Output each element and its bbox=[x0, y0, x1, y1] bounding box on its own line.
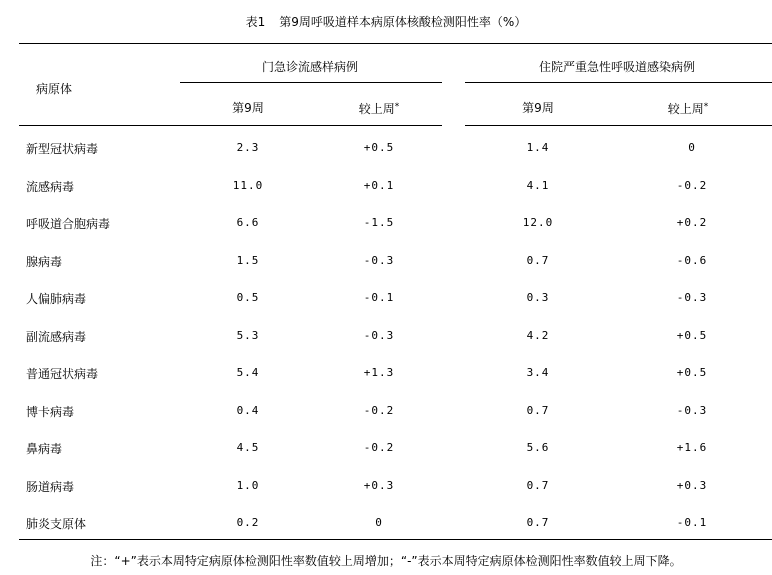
ili-change: -0.2 bbox=[363, 404, 395, 417]
ili-week9: 4.5 bbox=[236, 441, 260, 454]
table-caption: 第9周呼吸道样本病原体核酸检测阳性率（%） bbox=[279, 15, 527, 29]
header-pathogen: 病原体 bbox=[36, 82, 73, 96]
ili-change: +0.5 bbox=[363, 141, 395, 154]
ili-week9: 5.3 bbox=[236, 329, 260, 342]
pathogen-name: 呼吸道合胞病毒 bbox=[26, 217, 111, 231]
ili-week9: 0.5 bbox=[236, 291, 260, 304]
sari-week9: 1.4 bbox=[526, 141, 550, 154]
sari-week9: 4.1 bbox=[526, 179, 550, 192]
sari-change: +0.2 bbox=[676, 216, 708, 229]
sari-week9: 0.7 bbox=[526, 479, 550, 492]
sari-week9: 0.7 bbox=[526, 404, 550, 417]
pathogen-name: 腺病毒 bbox=[26, 255, 63, 269]
ili-week9: 2.3 bbox=[236, 141, 260, 154]
sari-week9: 3.4 bbox=[526, 366, 550, 379]
pathogen-name: 肺炎支原体 bbox=[26, 517, 87, 531]
sari-change: -0.1 bbox=[676, 516, 708, 529]
pathogen-name: 普通冠状病毒 bbox=[26, 367, 99, 381]
sari-week9: 0.3 bbox=[526, 291, 550, 304]
pathogen-name: 肠道病毒 bbox=[26, 480, 75, 494]
sari-week9: 4.2 bbox=[526, 329, 550, 342]
ili-week9: 6.6 bbox=[236, 216, 260, 229]
asterisk: * bbox=[394, 102, 400, 112]
sari-week9: 5.6 bbox=[526, 441, 550, 454]
ili-change: -0.2 bbox=[363, 441, 395, 454]
pathogen-name: 流感病毒 bbox=[26, 180, 75, 194]
ili-week9: 1.0 bbox=[236, 479, 260, 492]
header-rule-left bbox=[19, 125, 442, 126]
sari-week9: 0.7 bbox=[526, 516, 550, 529]
asterisk: * bbox=[703, 102, 709, 112]
ili-change: +0.3 bbox=[363, 479, 395, 492]
pathogen-name: 鼻病毒 bbox=[26, 442, 63, 456]
header-group-ili: 门急诊流感样病例 bbox=[261, 60, 359, 74]
table-number: 表1 bbox=[245, 15, 266, 29]
header-sari-change: 较上周* bbox=[667, 102, 709, 116]
ili-change: -0.1 bbox=[363, 291, 395, 304]
ili-change: 0 bbox=[375, 516, 383, 529]
sari-change: +0.3 bbox=[676, 479, 708, 492]
sari-change: -0.3 bbox=[676, 291, 708, 304]
group-rule-ili bbox=[180, 82, 442, 83]
sari-change: +0.5 bbox=[676, 329, 708, 342]
ili-week9: 5.4 bbox=[236, 366, 260, 379]
sari-change: 0 bbox=[688, 141, 696, 154]
ili-change: +1.3 bbox=[363, 366, 395, 379]
sari-change: -0.6 bbox=[676, 254, 708, 267]
ili-week9: 11.0 bbox=[232, 179, 264, 192]
pathogen-name: 副流感病毒 bbox=[26, 330, 87, 344]
top-rule bbox=[19, 43, 772, 44]
header-rule-right bbox=[465, 125, 772, 126]
header-sari-week9: 第9周 bbox=[522, 101, 554, 115]
ili-week9: 0.4 bbox=[236, 404, 260, 417]
pathogen-name: 博卡病毒 bbox=[26, 405, 75, 419]
ili-week9: 0.2 bbox=[236, 516, 260, 529]
header-ili-change: 较上周* bbox=[358, 102, 400, 116]
header-group-sari: 住院严重急性呼吸道感染病例 bbox=[538, 60, 696, 74]
sari-change: +0.5 bbox=[676, 366, 708, 379]
header-ili-week9: 第9周 bbox=[232, 101, 264, 115]
sari-change: +1.6 bbox=[676, 441, 708, 454]
pathogen-name: 人偏肺病毒 bbox=[26, 292, 87, 306]
ili-change: +0.1 bbox=[363, 179, 395, 192]
sari-week9: 12.0 bbox=[522, 216, 554, 229]
ili-change: -0.3 bbox=[363, 329, 395, 342]
pathogen-name: 新型冠状病毒 bbox=[26, 142, 99, 156]
sari-change: -0.2 bbox=[676, 179, 708, 192]
ili-week9: 1.5 bbox=[236, 254, 260, 267]
bottom-rule bbox=[19, 539, 772, 540]
group-rule-sari bbox=[465, 82, 772, 83]
ili-change: -0.3 bbox=[363, 254, 395, 267]
table-footnote: 注：“+”表示本周特定病原体检测阳性率数值较上周增加；“-”表示本周特定病原体检测阳性率数值较上周下降。 bbox=[90, 554, 682, 568]
ili-change: -1.5 bbox=[363, 216, 395, 229]
sari-change: -0.3 bbox=[676, 404, 708, 417]
sari-week9: 0.7 bbox=[526, 254, 550, 267]
table-title bbox=[0, 13, 772, 30]
